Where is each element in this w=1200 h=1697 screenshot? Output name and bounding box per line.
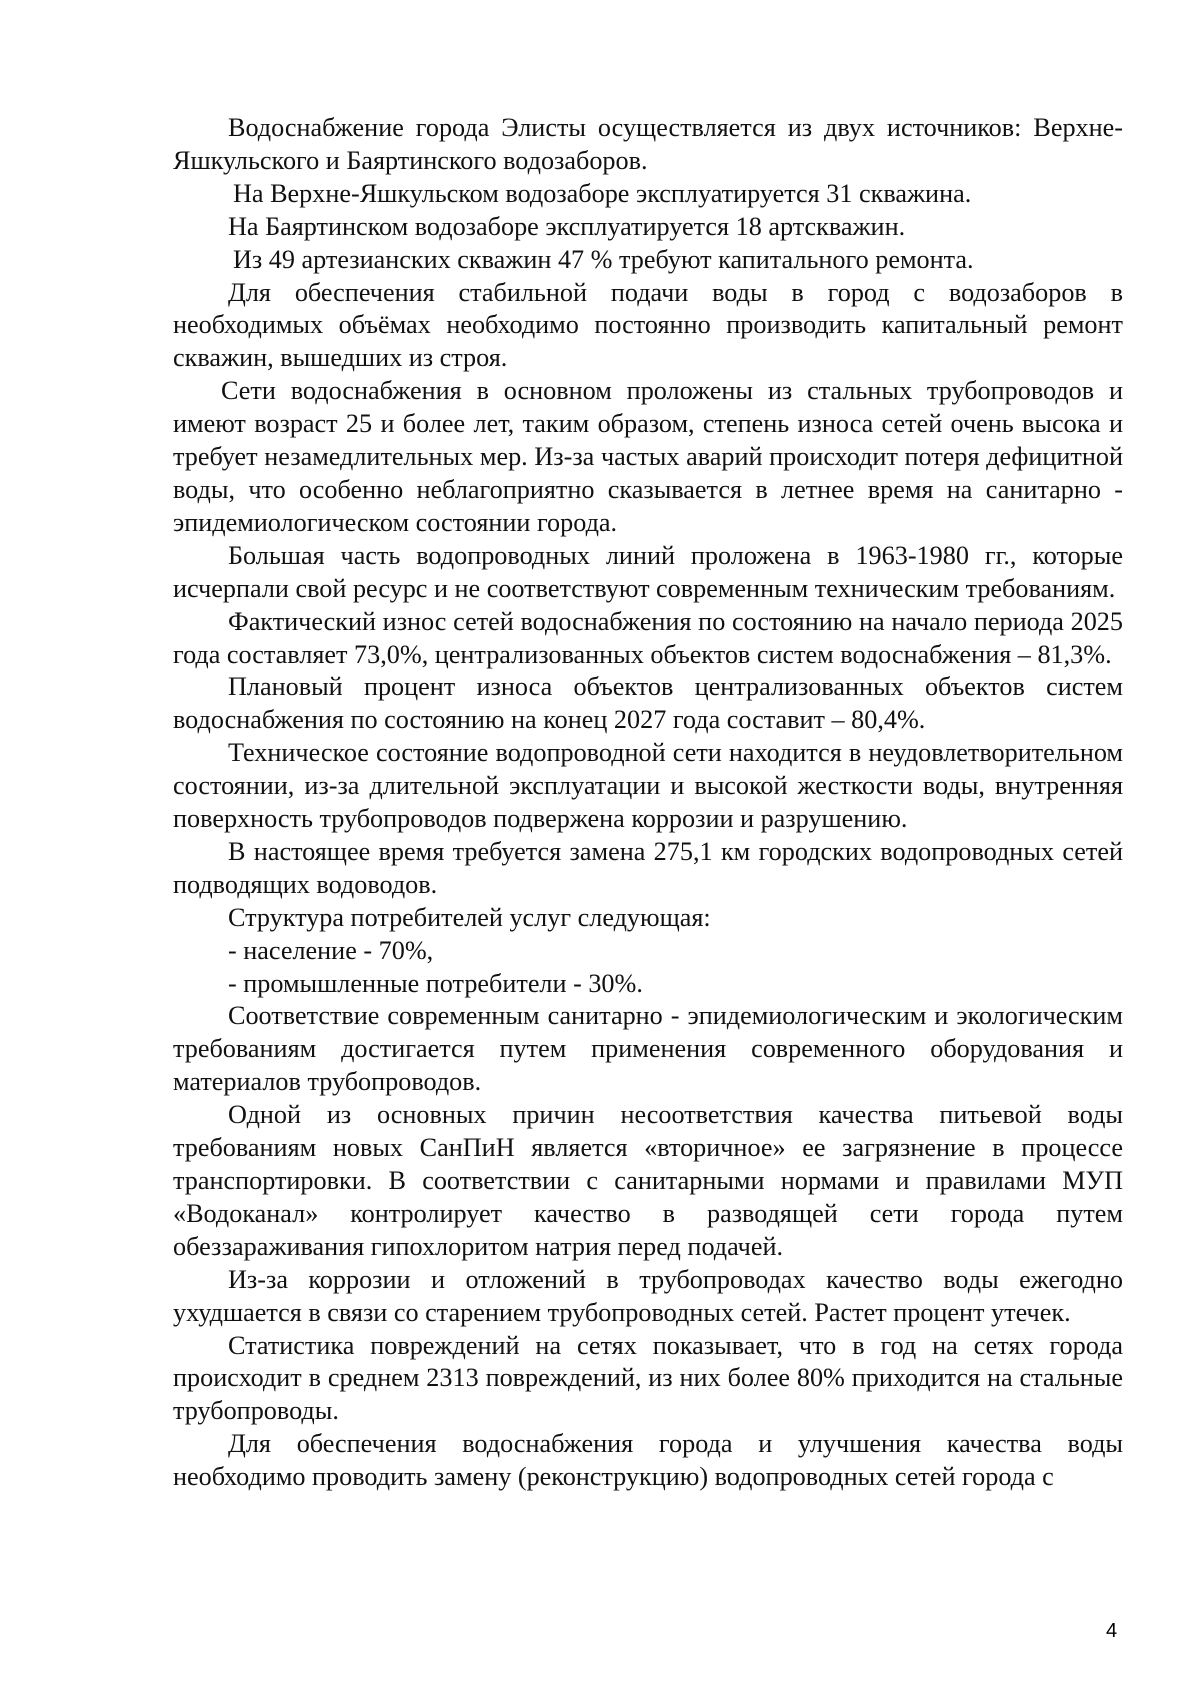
paragraph-planned-wear: Плановый процент износа объектов централизованных объектов систем водоснабжения по состоянию на конец 2027 года составит – 80,4%.	[173, 672, 1123, 735]
paragraph-secondary-pollution: Одной из основных причин несоответствия качества питьевой воды требованиям новых СанПиН является «вторичное» ее загрязнение в процессе транспортировки. В соответствии с санитарными нормами и правилами МУП «Водоканал» контролирует качество в разводящей сети города путем обеззараживания гипохлоритом натрия перед подачей.	[173, 1100, 1123, 1261]
paragraph-repair-share: Из 49 артезианских скважин 47 % требуют капитального ремонта.	[233, 244, 974, 274]
paragraph-consumer-structure: Структура потребителей услуг следующая:	[228, 902, 711, 932]
paragraph-corrosion: Из-за коррозии и отложений в трубопроводах качество воды ежегодно ухудшается в связи со старением трубопроводных сетей. Растет процент утечек.	[173, 1264, 1123, 1327]
paragraph-replacement-plan: Для обеспечения водоснабжения города и улучшения качества воды необходимо проводить замену (реконструкцию) водопроводных сетей города с	[173, 1429, 1123, 1492]
list-item-population: - население - 70%,	[228, 935, 434, 965]
paragraph-network-age: Сети водоснабжения в основном проложены из стальных трубопроводов и имеют возраст 25 и более лет, таким образом, степень износа сетей очень высока и требует незамедлительных мер. Из-за частых аварий происходит потеря дефицитной воды, что особенно неблагоприятно сказывается в летнее время на санитарно - эпидемиологическом состоянии города.	[173, 376, 1123, 537]
paragraph-actual-wear: Фактический износ сетей водоснабжения по состоянию на начало периода 2025 года составляет 73,0%, централизованных объектов систем водоснабжения – 81,3%.	[173, 606, 1123, 669]
paragraph-stable-supply: Для обеспечения стабильной подачи воды в город с водозаборов в необходимых объёмах необходимо постоянно производить капитальный ремонт скважин, вышедших из строя.	[173, 277, 1123, 373]
paragraph-water-sources: Водоснабжение города Элисты осуществляется из двух источников: Верхне-Яшкульского и Баяртинского водозаборов.	[173, 113, 1123, 175]
paragraph-replacement-need: В настоящее время требуется замена 275,1 км городских водопроводных сетей подводящих водоводов.	[173, 836, 1123, 899]
paragraph-pipeline-lines: Большая часть водопроводных линий проложена в 1963-1980 гг., которые исчерпали свой ресурс и не соответствуют современным техническим требованиям.	[173, 540, 1123, 603]
paragraph-technical-state: Техническое состояние водопроводной сети находится в неудовлетворительном состоянии, из-за длительной эксплуатации и высокой жесткости воды, внутренняя поверхность трубопроводов подвержена коррозии и разрушению.	[173, 738, 1123, 834]
paragraph-sanitary-compliance: Соответствие современным санитарно - эпидемиологическим и экологическим требованиям достигается путем применения современного оборудования и материалов трубопроводов.	[173, 1001, 1123, 1097]
list-item-industry: - промышленные потребители - 30%.	[228, 968, 643, 998]
paragraph-yashkul-wells: На Верхне-Яшкульском водозаборе эксплуатируется 31 скважина.	[233, 178, 972, 208]
paragraph-damage-statistics: Статистика повреждений на сетях показывает, что в год на сетях города происходит в среднем 2313 повреждений, из них более 80% приходится на стальные трубопроводы.	[173, 1330, 1123, 1426]
document-body	[173, 112, 1123, 1494]
page-number: 4	[1106, 1620, 1118, 1642]
paragraph-bayarta-wells: На Баяртинском водозаборе эксплуатируется 18 артскважин.	[228, 211, 906, 241]
